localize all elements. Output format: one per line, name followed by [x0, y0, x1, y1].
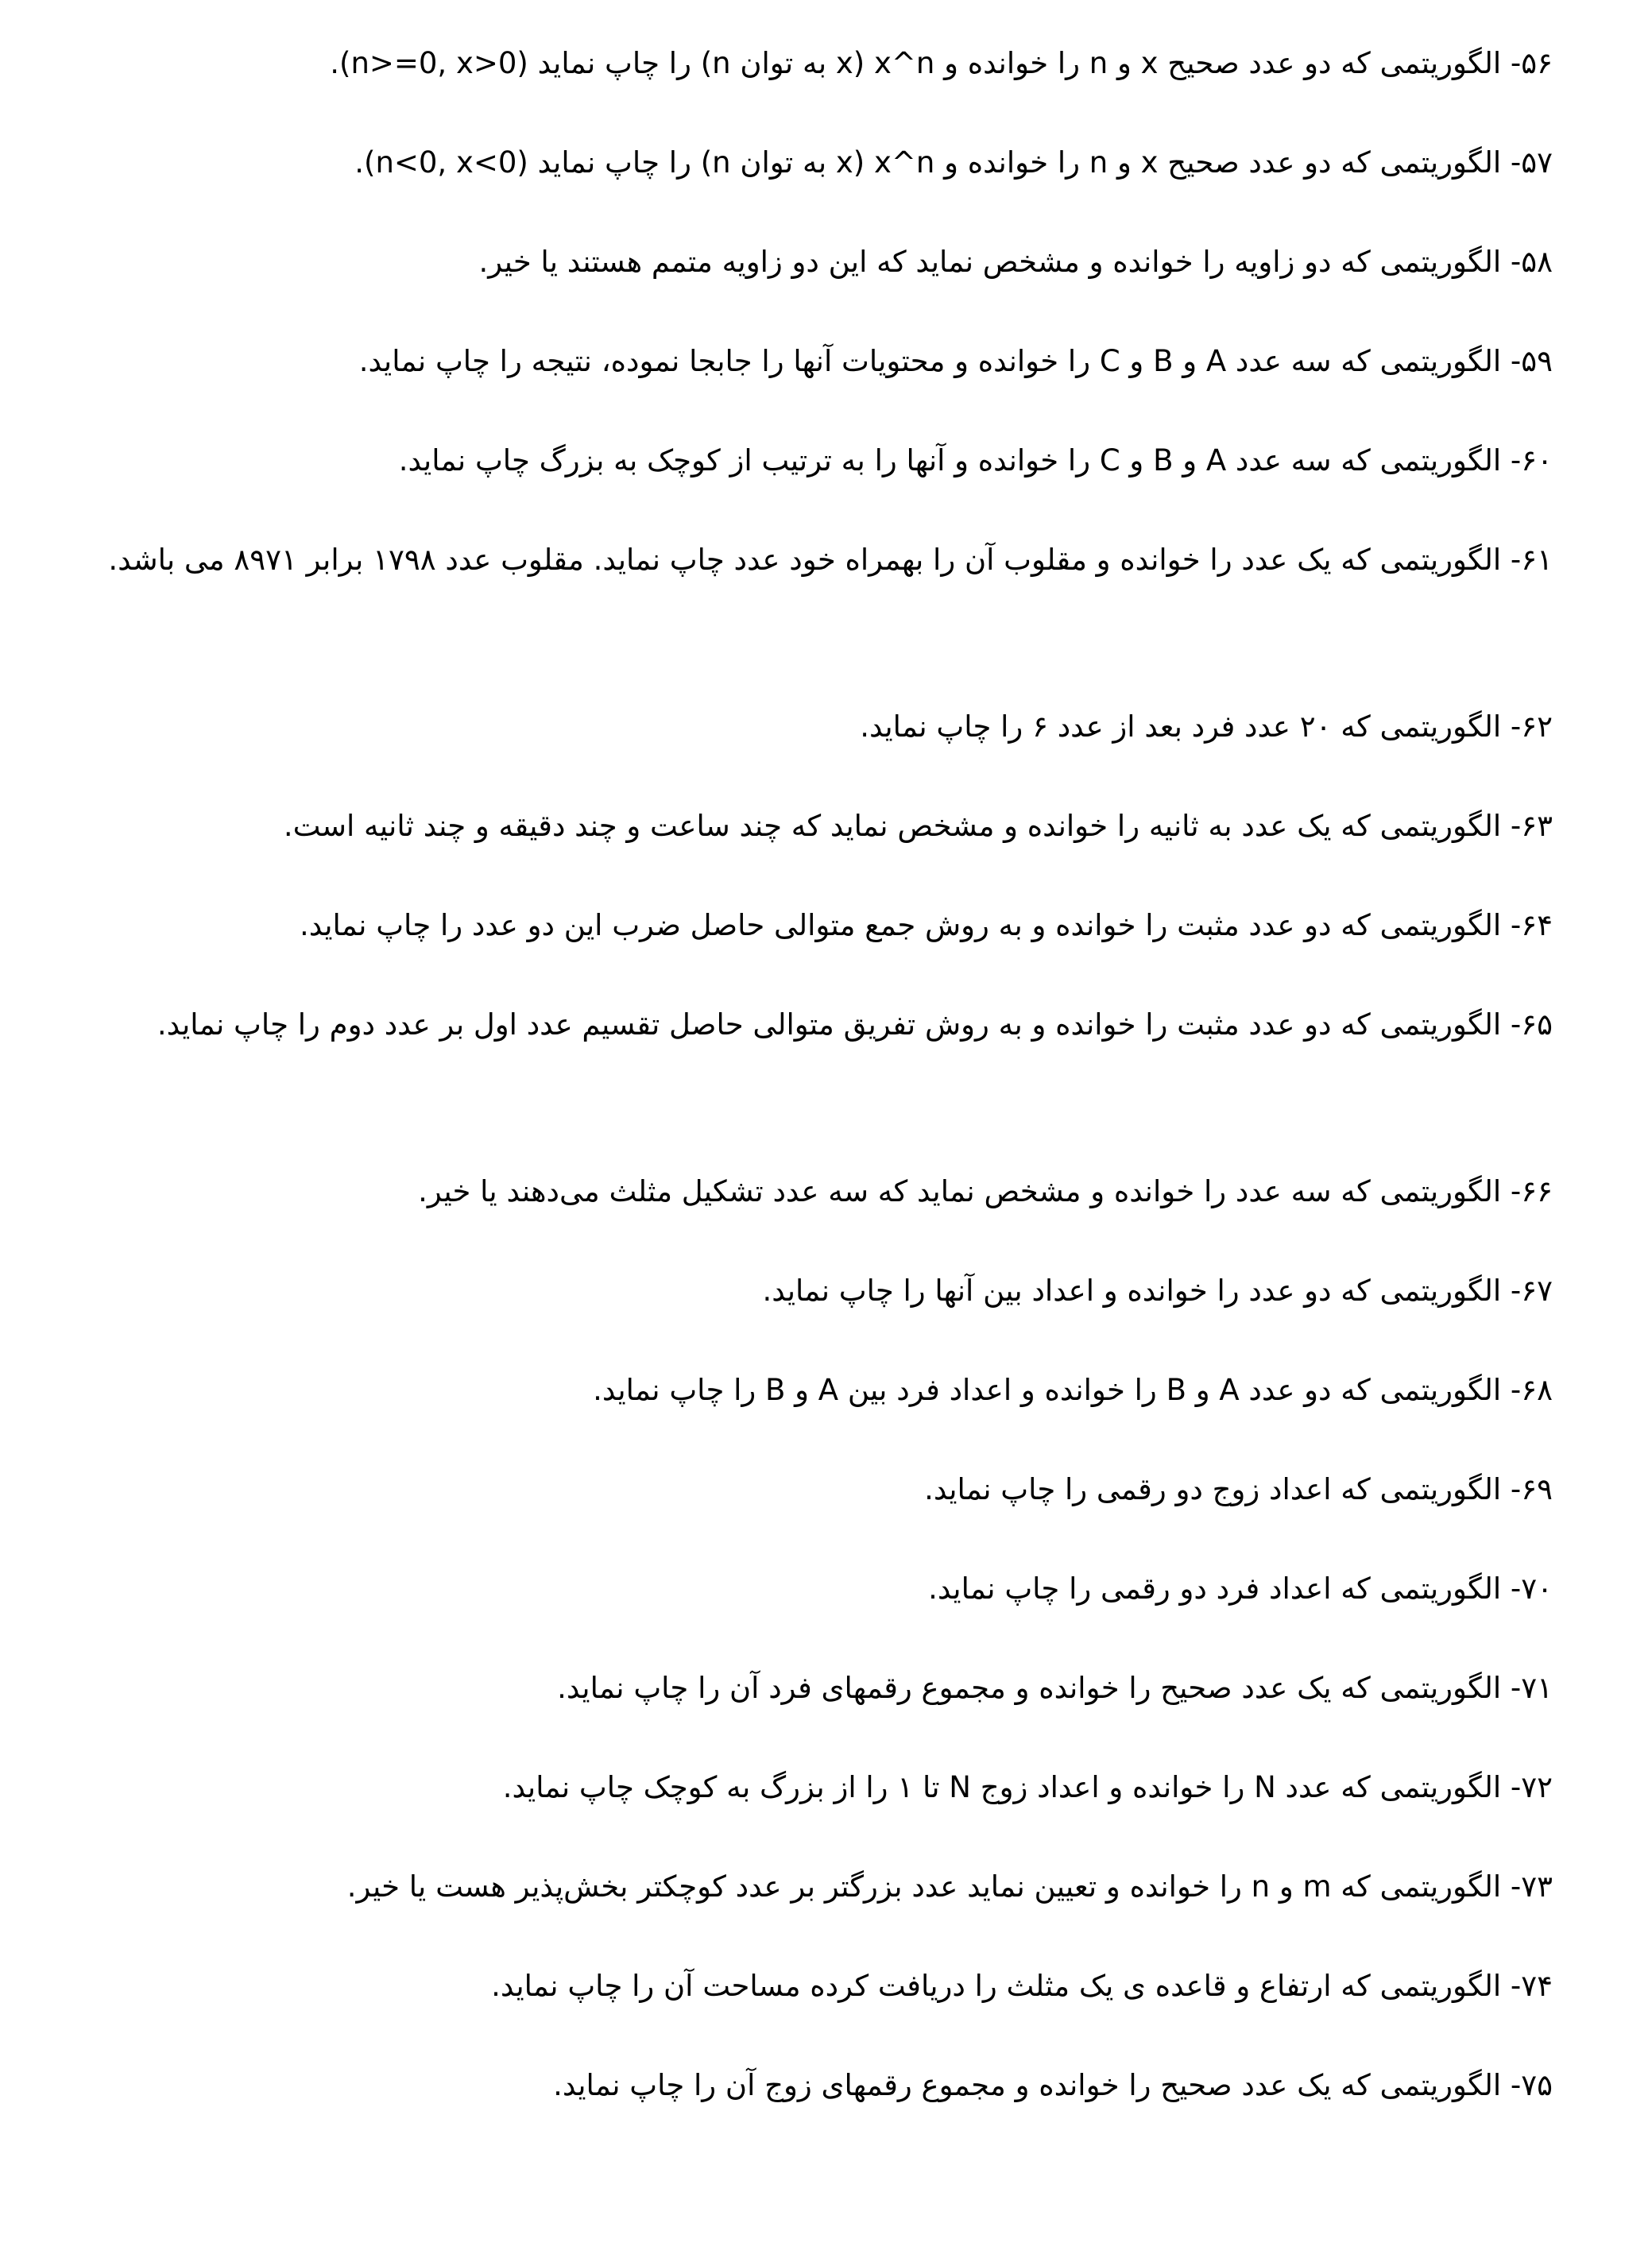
- problem-63: ۶۳- الگوریتمی که یک عدد به ثانیه را خوانده و مشخص نماید که چند ساعت و چند دقیقه و چند ثانیه است.: [283, 809, 1553, 843]
- problem-60: ۶۰- الگوریتمی که سه عدد A و B و C را خوانده و آنها را به ترتیب از کوچک به بزرگ چاپ نماید.: [398, 443, 1553, 477]
- problem-68: ۶۸- الگوریتمی که دو عدد A و B را خوانده و اعداد فرد بین A و B را چاپ نماید.: [593, 1373, 1553, 1407]
- problem-56: ۵۶- الگوریتمی که دو عدد صحیح x و n را خوانده و x^n (x به توان n) را چاپ نماید (n>=0, x>0).: [330, 46, 1553, 80]
- problem-75: ۷۵- الگوریتمی که یک عدد صحیح را خوانده و مجموع رقمهای زوج آن را چاپ نماید.: [553, 2068, 1553, 2102]
- problem-74: ۷۴- الگوریتمی که ارتفاع و قاعده ی یک مثلث را دریافت کرده مساحت آن را چاپ نماید.: [491, 1969, 1553, 2003]
- problem-57: ۵۷- الگوریتمی که دو عدد صحیح x و n را خوانده و x^n (x به توان n) را چاپ نماید (n<0, x<0).: [354, 145, 1553, 180]
- problem-71: ۷۱- الگوریتمی که یک عدد صحیح را خوانده و مجموع رقمهای فرد آن را چاپ نماید.: [557, 1671, 1553, 1705]
- problem-66: ۶۶- الگوریتمی که سه عدد را خوانده و مشخص نماید که سه عدد تشکیل مثلث می‌دهند یا خیر.: [418, 1174, 1553, 1208]
- problem-59: ۵۹- الگوریتمی که سه عدد A و B و C را خوانده و محتویات آنها را جابجا نموده، نتیجه را چاپ نماید.: [358, 344, 1553, 378]
- problem-72: ۷۲- الگوریتمی که عدد N را خوانده و اعداد زوج N تا ۱ را از بزرگ به کوچک چاپ نماید.: [502, 1770, 1553, 1804]
- problem-73: ۷۳- الگوریتمی که m و n را خوانده و تعیین نماید عدد بزرگتر بر عدد کوچکتر بخش‌پذیر هست یا خیر.: [346, 1869, 1553, 1904]
- problem-65: ۶۵- الگوریتمی که دو عدد مثبت را خوانده و به روش تفریق متوالی حاصل تقسیم عدد اول بر عدد دوم را چاپ نماید.: [157, 1007, 1553, 1042]
- problem-64: ۶۴- الگوریتمی که دو عدد مثبت را خوانده و به روش جمع متوالی حاصل ضرب این دو عدد را چاپ نماید.: [300, 908, 1553, 942]
- problem-61: ۶۱- الگوریتمی که یک عدد را خوانده و مقلوب آن را بهمراه خود عدد چاپ نماید. مقلوب عدد ۱۷۹۸ برابر ۸۹۷۱ می باشد.: [108, 543, 1553, 577]
- problem-67: ۶۷- الگوریتمی که دو عدد را خوانده و اعداد بین آنها را چاپ نماید.: [762, 1274, 1553, 1308]
- problem-69: ۶۹- الگوریتمی که اعداد زوج دو رقمی را چاپ نماید.: [924, 1472, 1553, 1506]
- problem-58: ۵۸- الگوریتمی که دو زاویه را خوانده و مشخص نماید که این دو زاویه متمم هستند یا خیر.: [478, 245, 1553, 279]
- problem-70: ۷۰- الگوریتمی که اعداد فرد دو رقمی را چاپ نماید.: [928, 1572, 1553, 1606]
- problem-62: ۶۲- الگوریتمی که ۲۰ عدد فرد بعد از عدد ۶ را چاپ نماید.: [860, 709, 1553, 744]
